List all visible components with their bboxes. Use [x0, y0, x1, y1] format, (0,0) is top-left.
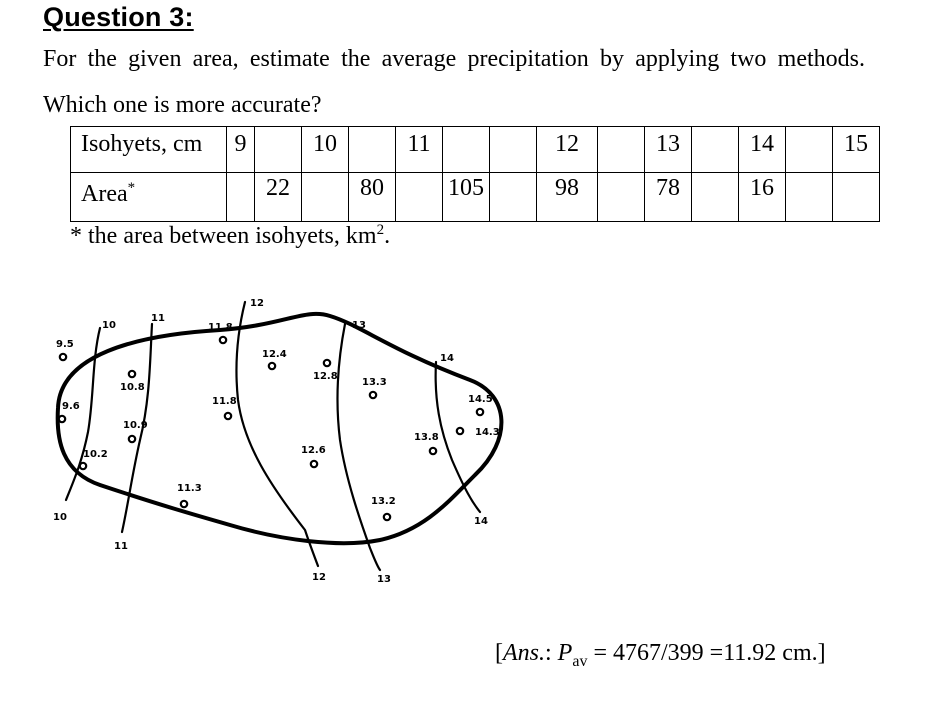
station-marker — [324, 360, 330, 366]
station-marker — [59, 416, 65, 422]
answer-rest: = 4767/399 =11.92 cm.] — [587, 640, 826, 666]
footnote-tail: . — [384, 223, 391, 249]
station-marker — [220, 337, 226, 343]
station-marker — [181, 501, 187, 507]
isohyet-label-12-bottom: 12 — [312, 572, 326, 583]
footnote-text: * the area between isohyets, km — [70, 223, 377, 249]
station-label: 9.6 — [62, 401, 80, 412]
isohyet-cell: 15 — [833, 127, 880, 173]
isohyet-cell: 9 — [227, 127, 255, 173]
isohyet-cell: 13 — [645, 127, 692, 173]
area-footnote-mark: * — [127, 180, 136, 196]
station-marker — [477, 409, 483, 415]
station-label: 10.2 — [83, 449, 108, 460]
isohyet-label-12-top: 12 — [250, 298, 264, 309]
station-label: 14.3 — [475, 427, 500, 438]
station-label: 11.3 — [177, 483, 202, 494]
area-label: Area — [81, 181, 128, 207]
station-marker — [384, 514, 390, 520]
answer-sub: av — [572, 652, 588, 670]
station-label: 10.8 — [120, 382, 145, 393]
question-heading: Question 3: — [43, 2, 194, 32]
answer-p: P — [557, 640, 573, 666]
isohyet-label-11-bottom: 11 — [114, 541, 128, 552]
station-marker — [269, 363, 275, 369]
area-cell: 78 — [645, 173, 692, 222]
area-cell: 98 — [537, 173, 598, 222]
isohyet-label-13-bottom: 13 — [377, 574, 391, 585]
footnote-exponent: 2 — [376, 222, 385, 238]
station-label: 9.5 — [56, 339, 74, 350]
area-cell: 105 — [443, 173, 490, 222]
station-label: 14.5 — [468, 394, 493, 405]
isohyet-label-14-bottom: 14 — [474, 516, 488, 527]
station-label: 13.2 — [371, 496, 396, 507]
isohyet-cell: 10 — [302, 127, 349, 173]
isohyet-label-10-bottom: 10 — [53, 512, 67, 523]
isohyet-cell: 11 — [396, 127, 443, 173]
station-label: 13.8 — [414, 432, 439, 443]
station-label: 11.8 — [212, 396, 237, 407]
station-label: 12.4 — [262, 349, 287, 360]
station-marker — [311, 461, 317, 467]
station-marker — [430, 448, 436, 454]
isohyet-cell: 12 — [537, 127, 598, 173]
station-label: 12.6 — [301, 445, 326, 456]
answer-note — [495, 640, 826, 671]
isohyet-line-12 — [236, 302, 318, 566]
answer-open: [ — [495, 640, 503, 666]
station-label: 11.8 — [208, 322, 233, 333]
station-label: 13.3 — [362, 377, 387, 388]
answer-colon: : — [545, 640, 558, 666]
station-marker — [225, 413, 231, 419]
station-labels — [56, 322, 500, 507]
isohyet-line-14 — [436, 362, 480, 512]
station-marker — [457, 428, 463, 434]
isohyet-label-14-top: 14 — [440, 353, 454, 364]
isohyet-line-13 — [338, 324, 380, 570]
station-marker — [80, 463, 86, 469]
area-cell: 22 — [255, 173, 302, 222]
isohyets-label: Isohyets, cm — [71, 127, 227, 173]
isohyet-label-11-top: 11 — [151, 313, 165, 324]
answer-ans: Ans. — [503, 640, 545, 666]
station-marker — [129, 371, 135, 377]
isohyet-label-10-top: 10 — [102, 320, 116, 331]
isohyet-label-13-top: 13 — [352, 320, 366, 331]
station-marker — [129, 436, 135, 442]
station-marker — [60, 354, 66, 360]
question-prompt: For the given area, estimate the average precipitation by applying two methods. Which one is more accurate? — [43, 46, 865, 118]
area-cell: 80 — [349, 173, 396, 222]
station-marker — [370, 392, 376, 398]
station-label: 10.9 — [123, 420, 148, 431]
isohyet-cell: 14 — [739, 127, 786, 173]
area-cell: 16 — [739, 173, 786, 222]
station-label: 12.8 — [313, 371, 338, 382]
